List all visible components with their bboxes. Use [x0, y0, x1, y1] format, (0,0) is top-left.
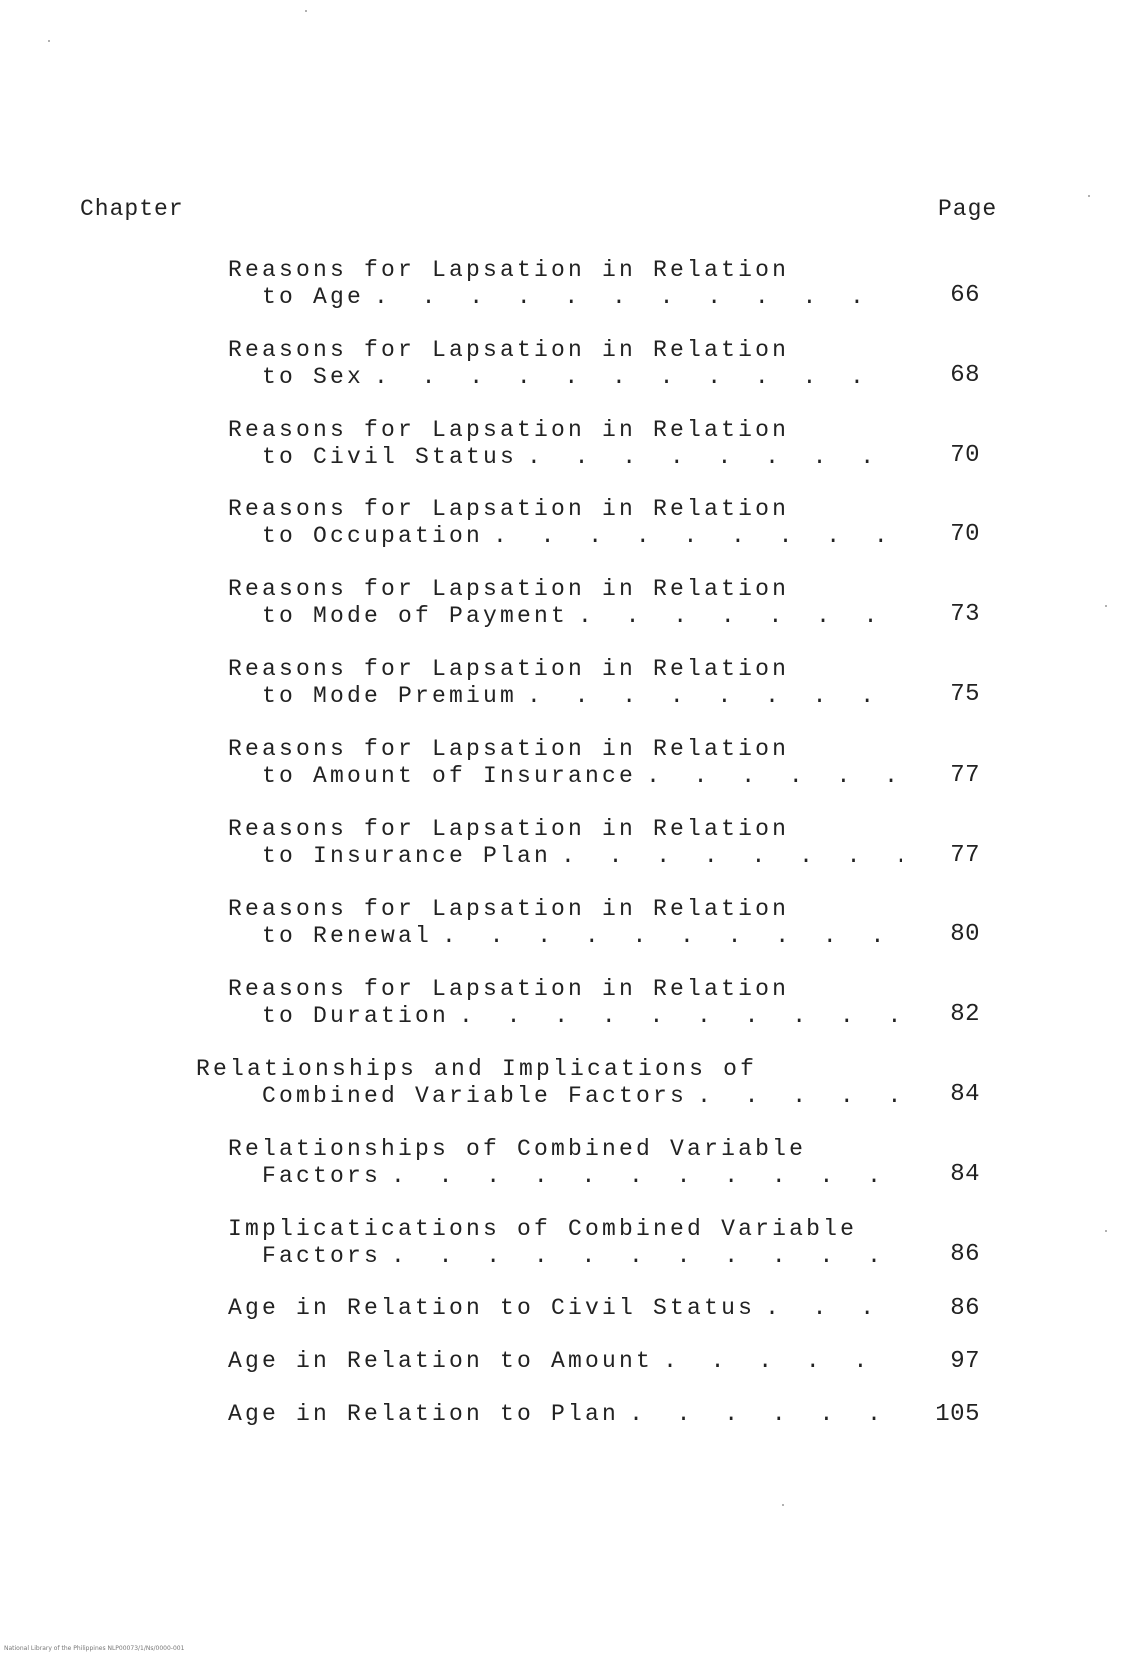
toc-entry-title-line2-row — [196, 1083, 916, 1110]
toc-entry — [228, 1216, 916, 1270]
dot-leader — [493, 523, 902, 550]
toc-entry-title-line2: to Amount of Insurance — [262, 763, 637, 789]
toc-entry — [228, 496, 916, 550]
scan-speck — [48, 40, 50, 42]
toc-entry-title-line2-row — [228, 843, 916, 870]
toc-entry — [228, 736, 916, 790]
scan-speck — [305, 10, 307, 12]
toc-entry — [228, 257, 916, 311]
toc-entry-title-line2: to Insurance Plan — [262, 843, 552, 869]
toc-entry — [228, 337, 916, 391]
toc-entry-title-line2: to Duration — [262, 1003, 450, 1029]
toc-entry-title-line2: to Mode of Payment — [262, 603, 569, 629]
dot-leader — [697, 1083, 902, 1110]
toc-entry-title-line1: Reasons for Lapsation in Relation — [228, 816, 790, 842]
toc-entry-title-line2: Factors — [262, 1243, 382, 1269]
toc-entry-title-line2-row — [228, 364, 916, 391]
toc-entry-title-line2: Combined Variable Factors — [262, 1083, 688, 1109]
toc-entry-title-line2-row — [228, 1163, 916, 1190]
toc-entry — [228, 656, 916, 710]
chapter-heading: Chapter — [80, 196, 184, 222]
toc-entry — [228, 1136, 916, 1190]
dot-leader — [374, 364, 902, 391]
toc-entry-title-line2-row — [228, 763, 916, 790]
toc-entry-title-line1: Reasons for Lapsation in Relation — [228, 656, 790, 682]
toc-entry-title-row — [228, 1295, 916, 1322]
toc-entry-title-line2: to Occupation — [262, 523, 484, 549]
toc-entry-page-number: 82 — [950, 1001, 980, 1028]
toc-entry-title-line1: Reasons for Lapsation in Relation — [228, 576, 790, 602]
toc-entry-title-line2: to Age — [262, 284, 365, 310]
dot-leader — [527, 683, 902, 710]
toc-entry-title-line2-row — [228, 1003, 916, 1030]
toc-entry-title-line2-row — [228, 444, 916, 471]
toc-entry-title-line2: to Mode Premium — [262, 683, 518, 709]
toc-entry-title-line2: to Civil Status — [262, 444, 518, 470]
dot-leader — [629, 1401, 902, 1428]
toc-entry-title-line1: Reasons for Lapsation in Relation — [228, 496, 790, 522]
toc-entry-page-number: 70 — [950, 521, 980, 548]
toc-entry-title-line1: Relationships of Combined Variable — [228, 1136, 807, 1162]
dot-leader — [391, 1243, 902, 1270]
dot-leader — [527, 444, 902, 471]
toc-entry-title-line2: to Sex — [262, 364, 365, 390]
toc-entry-title-line2-row — [228, 284, 916, 311]
toc-entry-page-number: 75 — [950, 681, 980, 708]
dot-leader — [765, 1295, 902, 1322]
dot-leader — [646, 763, 902, 790]
toc-entry-page-number: 105 — [935, 1401, 980, 1428]
dot-leader — [663, 1348, 902, 1375]
toc-entry-page-number: 97 — [950, 1348, 980, 1375]
dot-leader — [442, 923, 902, 950]
dot-leader — [561, 843, 902, 870]
toc-entry — [228, 816, 916, 870]
dot-leader — [459, 1003, 902, 1030]
toc-entry-title-line2-row — [228, 683, 916, 710]
dot-leader — [391, 1163, 902, 1190]
toc-entry-title-line1: Reasons for Lapsation in Relation — [228, 976, 790, 1002]
toc-section-entry — [196, 1056, 916, 1110]
toc-entry-title-row — [228, 1348, 916, 1375]
toc-entry-page-number: 70 — [950, 442, 980, 469]
toc-entry-title-line2-row — [228, 923, 916, 950]
toc-entry-title-line1: Relationships and Implications of — [196, 1056, 758, 1082]
toc-entry-title: Age in Relation to Amount — [228, 1348, 654, 1374]
toc-entry-title-line2-row — [228, 603, 916, 630]
toc-entry — [228, 896, 916, 950]
toc-entry — [228, 1348, 916, 1375]
toc-entry-page-number: 68 — [950, 362, 980, 389]
toc-entry-page-number: 80 — [950, 921, 980, 948]
toc-entry-title-line2-row — [228, 523, 916, 550]
toc-entry-title-line1: Reasons for Lapsation in Relation — [228, 736, 790, 762]
toc-entry-page-number: 73 — [950, 601, 980, 628]
toc-entry-title-line1: Reasons for Lapsation in Relation — [228, 337, 790, 363]
toc-entry-title-line2: Factors — [262, 1163, 382, 1189]
toc-entry-page-number: 84 — [950, 1081, 980, 1108]
scan-speck — [1105, 1230, 1107, 1232]
dot-leader — [374, 284, 902, 311]
page-heading: Page — [938, 196, 998, 222]
toc-entry — [228, 976, 916, 1030]
toc-entry-page-number: 84 — [950, 1161, 980, 1188]
toc-entry-page-number: 86 — [950, 1295, 980, 1322]
toc-entry-title-line1: Implicatications of Combined Variable — [228, 1216, 858, 1242]
toc-entry-title-line1: Reasons for Lapsation in Relation — [228, 257, 790, 283]
toc-entry-title: Age in Relation to Civil Status — [228, 1295, 756, 1321]
toc-entry-page-number: 66 — [950, 282, 980, 309]
toc-entry — [228, 417, 916, 471]
toc-entry-title-row — [228, 1401, 916, 1428]
dot-leader — [578, 603, 902, 630]
toc-entry-title-line1: Reasons for Lapsation in Relation — [228, 896, 790, 922]
toc-entry — [228, 576, 916, 630]
toc-entry-page-number: 86 — [950, 1241, 980, 1268]
scan-speck — [782, 1504, 784, 1506]
scan-speck — [1088, 195, 1090, 197]
toc-entry-title: Age in Relation to Plan — [228, 1401, 620, 1427]
toc-entry-title-line1: Reasons for Lapsation in Relation — [228, 417, 790, 443]
scan-footer-note: National Library of the Philippines NLP00073/1/Ns/0000-001 — [4, 1645, 185, 1652]
scan-speck — [1105, 605, 1107, 607]
toc-entry-page-number: 77 — [950, 842, 980, 869]
toc-entry-title-line2-row — [228, 1243, 916, 1270]
toc-entry — [228, 1401, 916, 1428]
toc-entry — [228, 1295, 916, 1322]
toc-entry-title-line2: to Renewal — [262, 923, 433, 949]
toc-entry-page-number: 77 — [950, 762, 980, 789]
